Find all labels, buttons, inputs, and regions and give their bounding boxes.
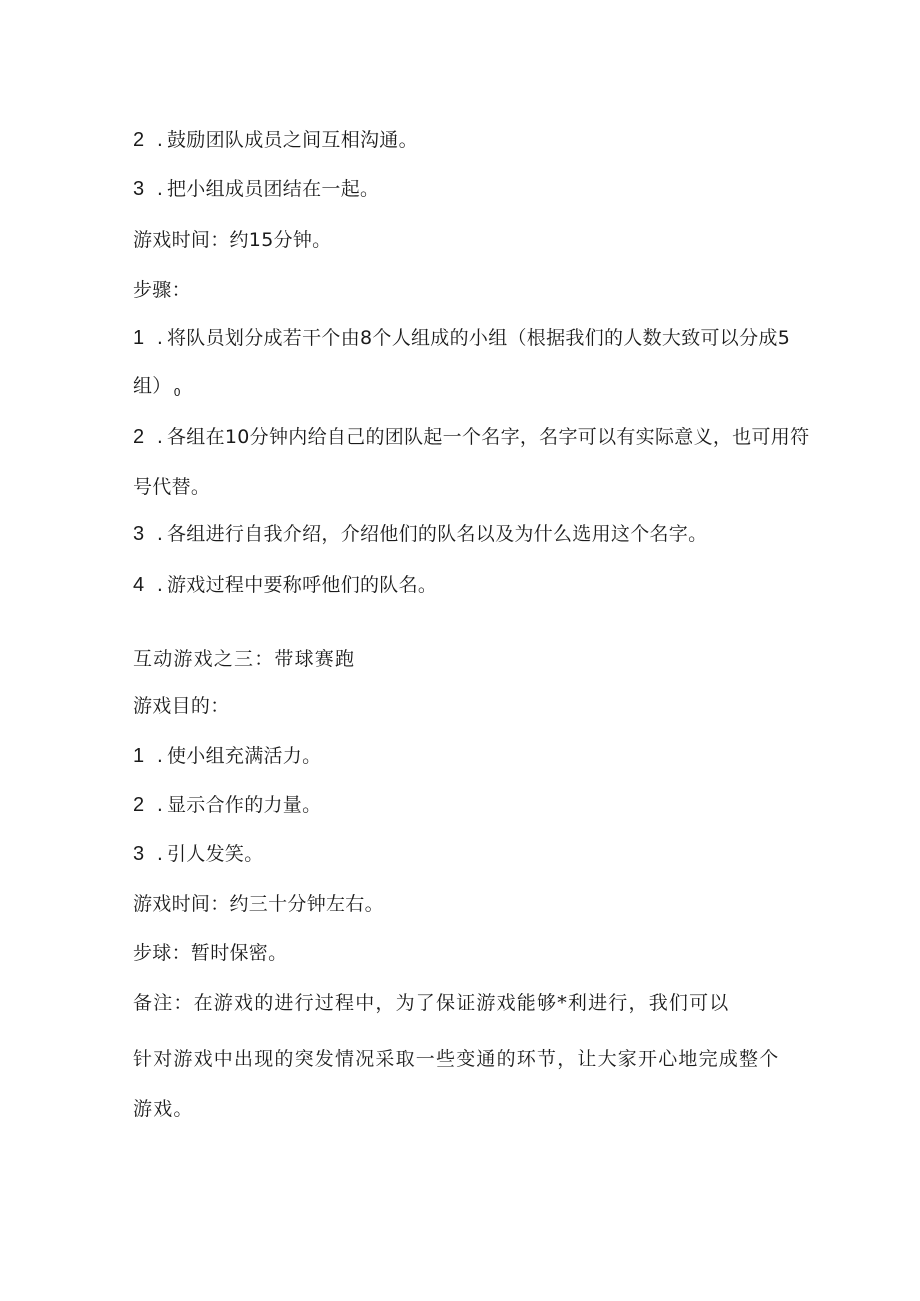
item-text-continued: 组） <box>133 375 172 397</box>
item-separator: . <box>156 178 164 200</box>
steps-label: 步骤： <box>133 279 191 301</box>
item-separator: . <box>156 574 164 596</box>
item-text: 鼓励团队成员之间互相沟通。 <box>167 129 418 151</box>
item-separator: . <box>156 327 164 349</box>
game-time: 游戏时间：约三十分钟左右。 <box>133 893 384 915</box>
remark-line-1: 备注：在游戏的进行过程中，为了保证游戏能够*利进行，我们可以 <box>133 992 730 1014</box>
step-item-1-continued <box>133 374 181 405</box>
item-number: 3 <box>133 843 145 865</box>
item-text: 游戏过程中要称呼他们的队名。 <box>167 574 438 596</box>
purpose-item-3 <box>133 177 379 201</box>
remark-line-3: 游戏。 <box>133 1098 194 1120</box>
item-separator: . <box>156 745 164 767</box>
item-text: 将队员划分成若干个由8个人组成的小组（根据我们的人数大致可以分成5 <box>167 327 791 349</box>
item-separator: . <box>156 426 164 448</box>
item-text: 把小组成员团结在一起。 <box>167 178 380 200</box>
step-item-4 <box>133 573 437 597</box>
steps-note: 步球：暂时保密。 <box>133 942 288 964</box>
step-item-1 <box>133 326 790 350</box>
section-title: 互动游戏之三：带球赛跑 <box>133 648 356 670</box>
item-number: 2 <box>133 794 145 816</box>
goal-item-2 <box>133 793 321 817</box>
item-number: 1 <box>133 745 145 767</box>
item-number: 2 <box>133 426 145 448</box>
item-separator: . <box>156 794 164 816</box>
purpose-item-2 <box>133 128 418 152</box>
item-separator: . <box>156 843 164 865</box>
item-number: 4 <box>133 574 145 596</box>
item-number: 3 <box>133 523 145 545</box>
item-number: 2 <box>133 129 145 151</box>
goal-item-1 <box>133 744 321 768</box>
step-item-2 <box>133 425 809 449</box>
item-separator: . <box>156 523 164 545</box>
item-separator: . <box>156 129 164 151</box>
game-time: 游戏时间：约15分钟。 <box>133 229 332 251</box>
item-text: 引人发笑。 <box>167 843 264 865</box>
remark-line-2: 针对游戏中出现的突发情况采取一些变通的环节，让大家开心地完成整个 <box>133 1048 780 1070</box>
item-text: 各组在10分钟内给自己的团队起一个名字，名字可以有实际意义，也可用符 <box>167 426 810 448</box>
step-item-2-continued: 号代替。 <box>133 476 211 498</box>
item-text: 各组进行自我介绍，介绍他们的队名以及为什么选用这个名字。 <box>167 523 708 545</box>
purpose-label: 游戏目的： <box>133 695 230 717</box>
stray-mark: 0 <box>173 386 181 399</box>
item-number: 1 <box>133 327 145 349</box>
item-text: 使小组充满活力。 <box>167 745 322 767</box>
item-number: 3 <box>133 178 145 200</box>
item-text: 显示合作的力量。 <box>167 794 322 816</box>
step-item-3 <box>133 522 707 546</box>
goal-item-3 <box>133 842 264 866</box>
